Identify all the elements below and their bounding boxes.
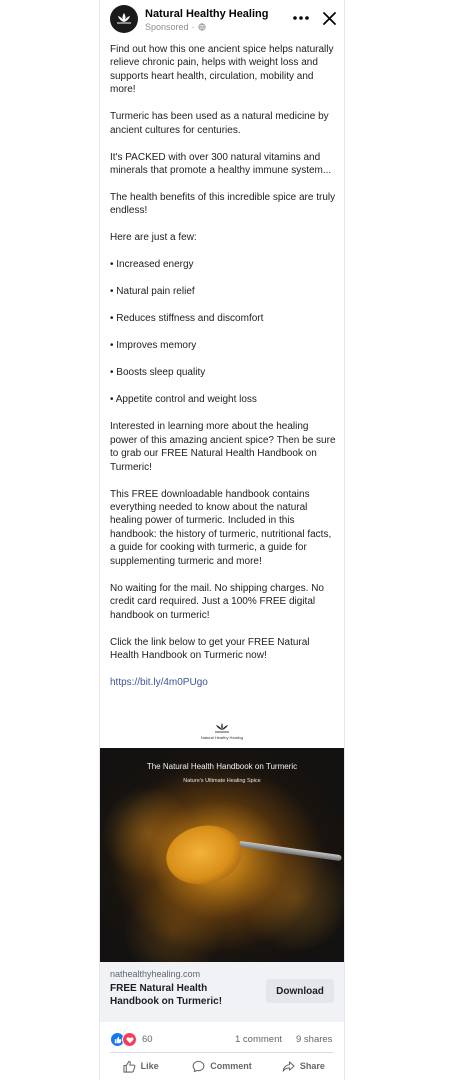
dot-separator: · <box>191 22 195 32</box>
share-count[interactable]: 9 shares <box>296 1034 333 1045</box>
download-button[interactable]: Download <box>266 979 334 1003</box>
post-paragraph: Click the link below to get your FREE Natural Health Handbook on Turmeric now! <box>110 636 310 661</box>
close-icon <box>323 12 336 25</box>
link-preview[interactable] <box>100 962 344 1022</box>
bullet-item: • Reduces stiffness and discomfort <box>110 313 264 325</box>
ad-image-title: The Natural Health Handbook on Turmeric <box>146 762 298 771</box>
post-paragraph: Here are just a few: <box>110 232 197 244</box>
short-link[interactable]: https://bit.ly/4m0PUgo <box>110 676 208 688</box>
more-dots-icon <box>293 16 309 20</box>
page-avatar[interactable] <box>110 5 138 33</box>
post-header <box>100 0 344 40</box>
post-body <box>110 43 336 703</box>
link-headline[interactable]: FREE Natural Health Handbook on Turmeric! <box>110 983 223 1007</box>
close-button[interactable] <box>320 9 338 27</box>
reactions-row <box>100 1028 344 1048</box>
ad-logo-strip <box>100 718 344 748</box>
bullet-item: • Improves memory <box>110 340 197 352</box>
bullet-item: • Appetite control and weight loss <box>110 394 257 406</box>
bullet-item: • Boosts sleep quality <box>110 367 206 379</box>
page-name[interactable]: Natural Healthy Healing <box>145 8 269 20</box>
share-button[interactable] <box>263 1054 344 1078</box>
ad-image-subtitle: Nature's Ultimate Healing Spice <box>183 778 261 784</box>
love-reaction-icon <box>122 1032 137 1047</box>
ad-logo-text: Natural Healthy Healing <box>200 735 244 740</box>
comment-bubble-icon <box>192 1060 205 1073</box>
more-options-button[interactable] <box>292 10 310 26</box>
sponsored-post-card <box>100 0 344 1080</box>
action-bar <box>100 1054 344 1078</box>
bullet-item: • Increased energy <box>110 259 194 271</box>
post-paragraph: No waiting for the mail. No shipping charges. No credit card required. Just a 100% FREE digital handbook on turmeric! <box>110 582 324 621</box>
share-label: Share <box>299 1061 325 1071</box>
bullet-item: • Natural pain relief <box>110 286 195 298</box>
spoon-handle <box>238 841 342 861</box>
like-button[interactable] <box>100 1054 181 1078</box>
like-label: Like <box>140 1061 159 1071</box>
post-paragraph: Find out how this one ancient spice helps naturally relieve chronic pain, helps with weight loss and supports heart health, circulation, mobility and more! <box>110 44 334 96</box>
comment-button[interactable] <box>181 1054 262 1078</box>
share-arrow-icon <box>282 1060 295 1073</box>
divider <box>110 1052 334 1053</box>
link-domain: nathealthyhealing.com <box>110 969 201 979</box>
lotus-logo-icon <box>212 722 232 734</box>
reaction-count[interactable]: 60 <box>142 1034 153 1045</box>
post-paragraph: It's PACKED with over 300 natural vitamins and minerals that promote a healthy immune system... <box>110 151 332 177</box>
post-paragraph: This FREE downloadable handbook contains everything needed to know about the natural healing power of turmeric. Included in this handbook: the history of turmeric, nutritional facts, a guide for cooking with turmeric, a guide for supplementing turmeric and more! <box>110 488 332 567</box>
ad-image[interactable] <box>100 718 344 962</box>
turmeric-photo <box>100 748 344 962</box>
turmeric-spoon <box>161 819 247 892</box>
post-paragraph: Interested in learning more about the healing power of this amazing ancient spice? Then be sure to grab our FREE Natural Health Handbook on Turmeric! <box>110 421 336 473</box>
globe-icon <box>198 23 206 31</box>
thumbs-up-icon <box>123 1060 136 1073</box>
sponsored-row <box>145 22 206 32</box>
post-paragraph: The health benefits of this incredible spice are truly endless! <box>110 192 336 217</box>
reaction-icons[interactable] <box>110 1032 137 1047</box>
sponsored-label[interactable]: Sponsored <box>145 22 189 32</box>
comment-label: Comment <box>210 1061 252 1071</box>
post-paragraph: Turmeric has been used as a natural medicine by ancient cultures for centuries. <box>110 111 329 136</box>
comment-count[interactable]: 1 comment <box>235 1034 282 1045</box>
lotus-logo-icon <box>114 9 134 29</box>
